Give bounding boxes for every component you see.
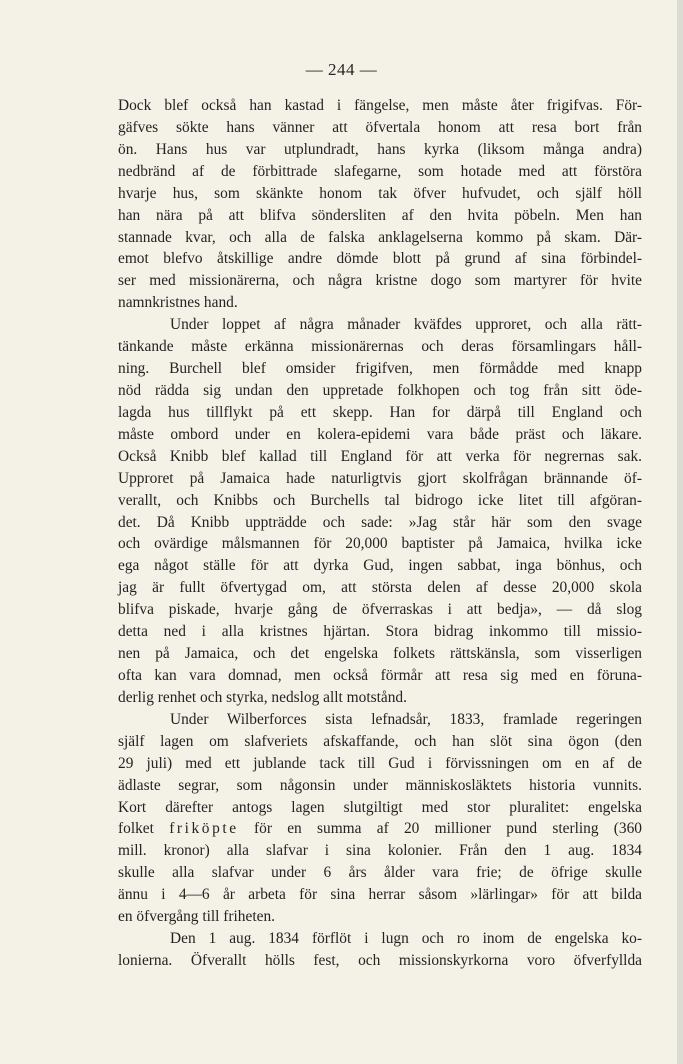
text-line: Kort därefter antogs lagen slutgiltigt med stor pluralitet: engelska bbox=[118, 798, 642, 816]
text-line: nedbränd af de förbittrade slafegarne, som hotade med att förstöra bbox=[118, 162, 642, 180]
text-run: folket bbox=[118, 820, 154, 838]
page-edge bbox=[677, 0, 683, 1064]
text-line: ön. Hans hus var utplundradt, hans kyrka (liksom många andra) bbox=[118, 140, 642, 158]
text-line: jag är fullt öfvertygad om, att största delen af desse 20,000 skola bbox=[118, 579, 642, 597]
text-line: skulle alla slafvar under 6 års ålder vara frie; de öfrige skulle bbox=[118, 864, 642, 882]
text-line: derlig renhet och styrka, nedslog allt motstånd. bbox=[118, 688, 407, 706]
text-run: för en summa af 20 millioner pund sterling (360 bbox=[254, 820, 643, 838]
text-line: tänkande måste erkänna missionärernas och deras församlingars håll- bbox=[118, 338, 642, 356]
text-line: emot blefvo åtskillige andre dömde blott på grund af sina förbindel- bbox=[118, 250, 642, 268]
text-line: själf lagen om slafveriets afskaffande, och han slöt sina ögon (den bbox=[118, 732, 642, 750]
text-line: 29 juli) med ett jublande tack till Gud i förvissningen om en af de bbox=[118, 754, 642, 772]
text-line: detta ned i alla kristnes hjärtan. Stora bidrag inkommo till missio- bbox=[118, 623, 642, 641]
text-line: Också Knibb blef kallad till England för att verka för negrernas sak. bbox=[118, 447, 642, 465]
text-line: ning. Burchell blef omsider frigifven, men förmådde med knapp bbox=[118, 360, 642, 378]
text-line: en öfvergång till friheten. bbox=[118, 908, 275, 926]
text-line: ega något ställe för att dyrka Gud, ingen sabbat, inga bönhus, och bbox=[118, 557, 642, 575]
text-line: det. Då Knibb uppträdde och sade: »Jag står här som den svage bbox=[118, 513, 642, 531]
text-line: blifva piskade, hvarje gång de öfverraskas i att bedja», — då slog bbox=[118, 601, 642, 619]
text-line: nöd rädda sig undan den uppretade folkhopen och tog från sitt öde- bbox=[118, 381, 642, 399]
text-line: nen på Jamaica, och det engelska folkets rättskänsla, som visserligen bbox=[118, 645, 642, 663]
text-line: ser med missionärerna, och några kristne dogo som martyrer för hvite bbox=[118, 272, 642, 290]
text-line: Den 1 aug. 1834 förflöt i lugn och ro inom de engelska ko- bbox=[170, 930, 642, 948]
text-line bbox=[118, 818, 642, 840]
text-line: lagda hus tillflykt på ett skepp. Han for därpå till England och bbox=[118, 403, 642, 421]
text-line: lonierna. Öfverallt hölls fest, och missionskyrkorna voro öfverfyllda bbox=[118, 951, 642, 969]
text-line: måste ombord under en kolera-epidemi vara både präst och läkare. bbox=[118, 425, 642, 443]
text-line: hvarje hus, som skänkte honom tak öfver hufvudet, och själf höll bbox=[118, 184, 642, 202]
body-text bbox=[118, 95, 642, 972]
text-line: verallt, och Knibbs och Burchells tal bidrogo icke litet till afgöran- bbox=[118, 491, 642, 509]
text-line: stannade kvar, och alla de falska anklagelserna kommo på skam. Där- bbox=[118, 228, 642, 246]
text-line: han nära på att blifva söndersliten af den hvita pöbeln. Men han bbox=[118, 206, 642, 224]
text-line: Under Wilberforces sista lefnadsår, 1833, framlade regeringen bbox=[170, 710, 642, 728]
text-line: ädlaste segrar, som någonsin under människosläktets historia vunnits. bbox=[118, 776, 642, 794]
text-line: ofta kan vara domnad, men också förmår att resa sig med en föruna- bbox=[118, 666, 642, 684]
text-line: Upproret på Jamaica hade naturligtvis gjort skolfrågan brännande öf- bbox=[118, 469, 642, 487]
text-line: och ovärdige målsmannen för 20,000 baptister på Jamaica, hvilka icke bbox=[118, 535, 642, 553]
text-line: namnkristnes hand. bbox=[118, 294, 238, 312]
spaced-word: friköpte bbox=[169, 820, 239, 838]
text-line: gäfves sökte hans vänner att öfvertala honom att resa bort från bbox=[118, 118, 642, 136]
text-line: Dock blef också han kastad i fängelse, men måste åter frigifvas. För- bbox=[118, 97, 642, 114]
text-line: Under loppet af några månader kväfdes upproret, och alla rätt- bbox=[170, 316, 642, 334]
text-line: ännu i 4—6 år arbeta för sina herrar såsom »lärlingar» för att bilda bbox=[118, 886, 642, 904]
text-line: mill. kronor) alla slafvar i sina kolonier. Från den 1 aug. 1834 bbox=[118, 842, 642, 860]
page-number: — 244 — bbox=[305, 60, 378, 79]
